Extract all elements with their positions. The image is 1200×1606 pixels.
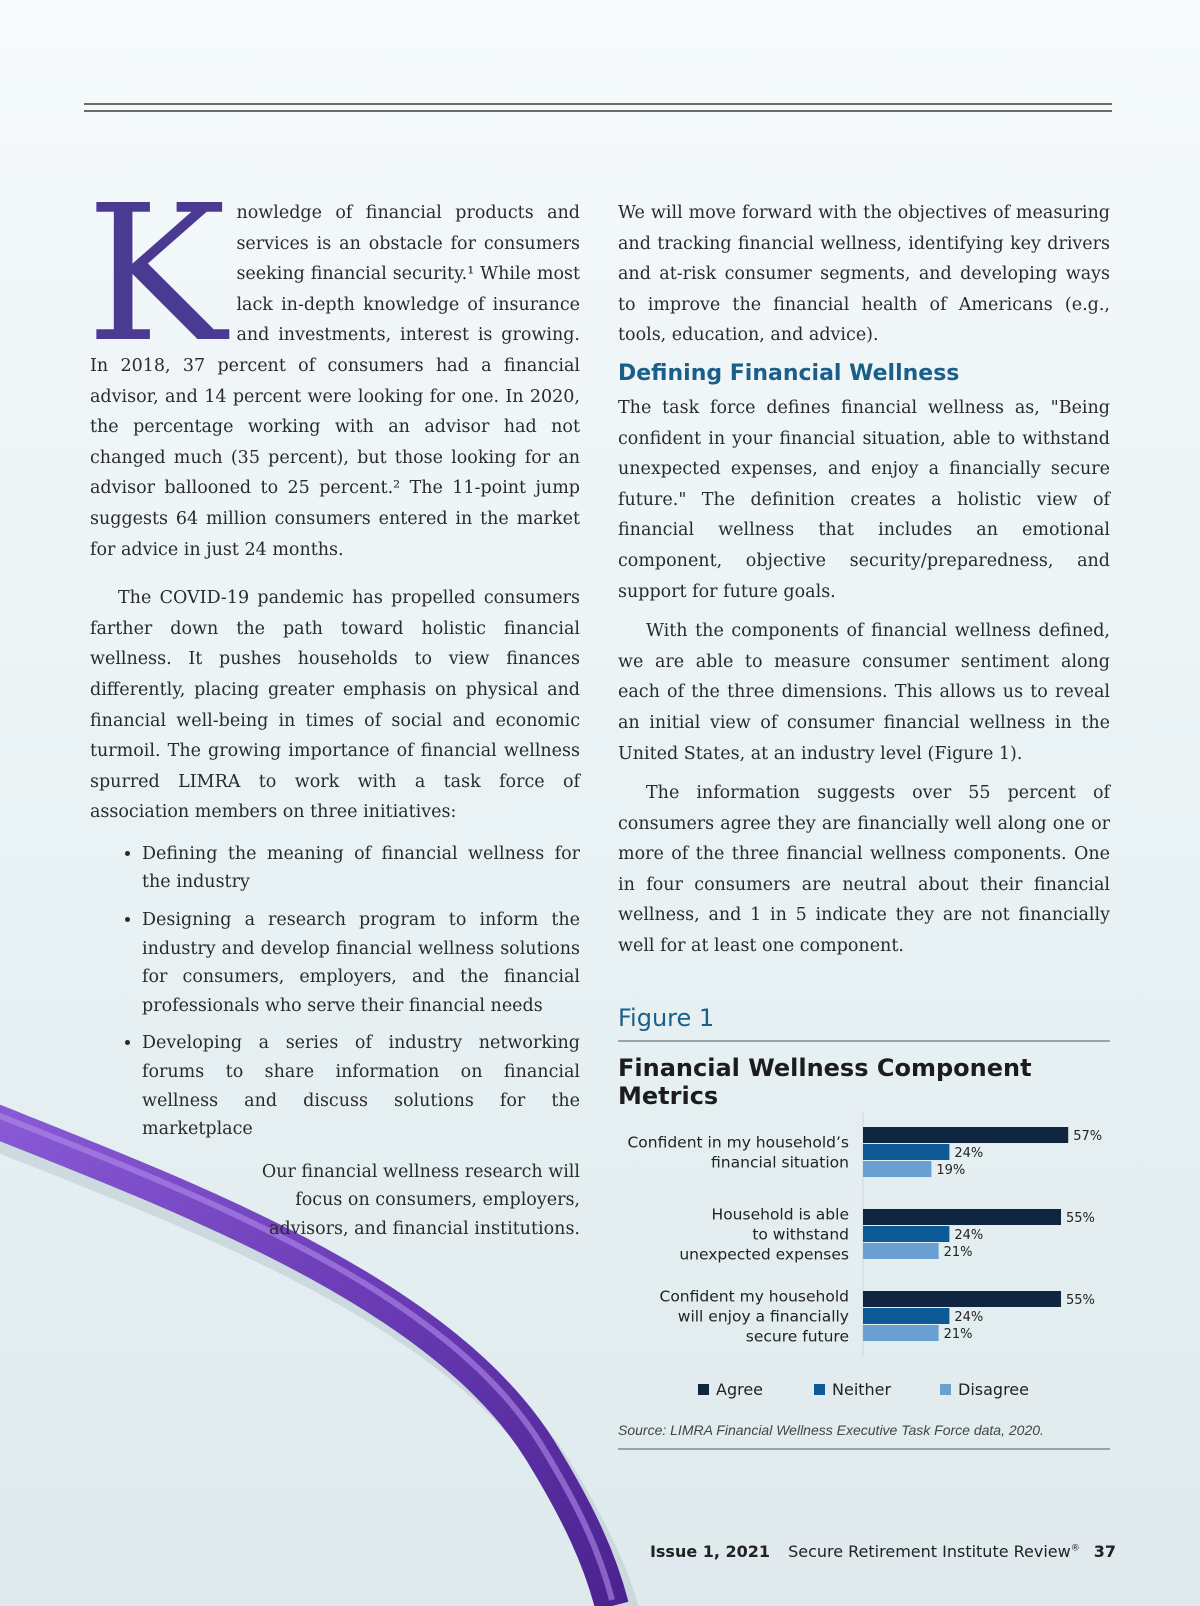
legend-swatch-disagree [940,1384,951,1395]
legend-swatch-neither [814,1384,825,1395]
page-number: 37 [1093,1542,1116,1561]
list-item: • Designing a research program to inform the industry and develop financial wellness solutions for consumers, employers, and the financial professionals who serve their financial needs [142,906,580,1020]
right-column [618,198,1110,962]
bar-agree [863,1127,1068,1143]
drop-cap: K [86,165,227,384]
category-label: to withstand [752,1225,849,1244]
bar-agree [863,1291,1061,1307]
initiatives-list [90,840,580,1144]
legend-swatch-agree [698,1384,709,1395]
legend-label: Disagree [958,1380,1029,1399]
bar-neither [863,1144,949,1160]
category-label: Confident in my household’s [627,1133,849,1152]
category-label: Household is able [711,1205,849,1224]
section-heading: Defining Financial Wellness [618,360,960,386]
page-footer [650,1542,1116,1561]
data-label: 55% [1066,1211,1095,1226]
data-label: 24% [954,1228,984,1243]
data-label: 55% [1066,1293,1095,1308]
category-label: secure future [745,1327,849,1346]
findings-paragraph: The information suggests over 55 percent of consumers agree they are financially well along one or more of the three financial wellness components. One in four consumers are neutral about their financial wellness, and 1 in 5 indicate they are not financially well for at least one component. [618,783,1110,957]
legend-label: Neither [832,1380,892,1399]
category-label: financial situation [711,1153,849,1172]
bar-agree [863,1209,1061,1225]
left-column [86,165,580,1244]
issue-label: Issue 1, 2021 [649,1542,771,1561]
definition-paragraph: The task force defines financial wellness as, "Being confident in your financial situation, able to withstand unexpected expenses, and enjoy a financially secure future." The definition creates a holistic view of financial wellness that includes an emotional component, objective security/preparedness, and support for future goals. [618,397,1110,602]
list-item: • Defining the meaning of financial wellness for the industry [142,840,580,897]
bar-disagree [863,1161,931,1177]
category-label: will enjoy a financially [677,1307,849,1326]
bar-disagree [863,1243,939,1259]
registered-mark: ® [1070,1543,1080,1554]
data-label: 24% [954,1146,984,1161]
publication-name: Secure Retirement Institute Review [788,1542,1071,1561]
bar-chart [618,1112,1110,1412]
data-label: 21% [943,1245,973,1260]
legend-label: Agree [716,1380,764,1399]
bar-disagree [863,1325,939,1341]
figure-1 [618,1002,1110,1438]
list-item: • Developing a series of industry networking forums to share information on financial wellness and discuss solutions for the marketplace [142,1029,580,1143]
data-label: 21% [943,1327,973,1342]
category-label: Confident my household [659,1287,849,1306]
focus-paragraph: Our financial wellness research will focus on consumers, employers, advisors, and financial institutions. [261,1161,580,1239]
intro-paragraph: Knowledge of financial products and services is an obstacle for consumers seeking financial security.¹ While most lack in-depth knowledge of insurance and investments, interest is growing. In 2018, 37 percent of consumers had a financial advisor, and 14 percent were looking for one. In 2020, the percentage working with an advisor had not changed much (35 percent), but those looking for an advisor ballooned to 25 percent.² The 11-point jump suggests 64 million consumers entered in the market for advice in just 24 months. [86,165,580,560]
objectives-paragraph: We will move forward with the objectives of measuring and tracking financial wellness, identifying key drivers and at-risk consumer segments, and developing ways to improve the financial health of Americans (e.g., tools, education, and advice). [618,203,1110,346]
figure-source: Source: LIMRA Financial Wellness Executive Task Force data, 2020. [618,1422,1110,1450]
category-label: unexpected expenses [679,1245,849,1264]
data-label: 24% [954,1310,984,1325]
bar-neither [863,1308,949,1324]
figure-title: Financial Wellness Component Metrics [618,1054,1032,1110]
covid-paragraph: The COVID-19 pandemic has propelled consumers farther down the path toward holistic financial wellness. It pushes households to view finances differently, placing greater emphasis on physical and financial well-being in times of social and economic turmoil. The growing importance of financial wellness spurred LIMRA to work with a task force of association members on three initiatives: [90,588,580,823]
bar-neither [863,1226,949,1242]
figure-label: Figure 1 [618,1002,1110,1042]
measure-paragraph: With the components of financial wellness defined, we are able to measure consumer sentiment along each of the three dimensions. This allows us to reveal an initial view of consumer financial wellness in the United States, at an industry level (Figure 1). [618,621,1110,764]
data-label: 19% [936,1163,966,1178]
data-label: 57% [1073,1129,1103,1144]
